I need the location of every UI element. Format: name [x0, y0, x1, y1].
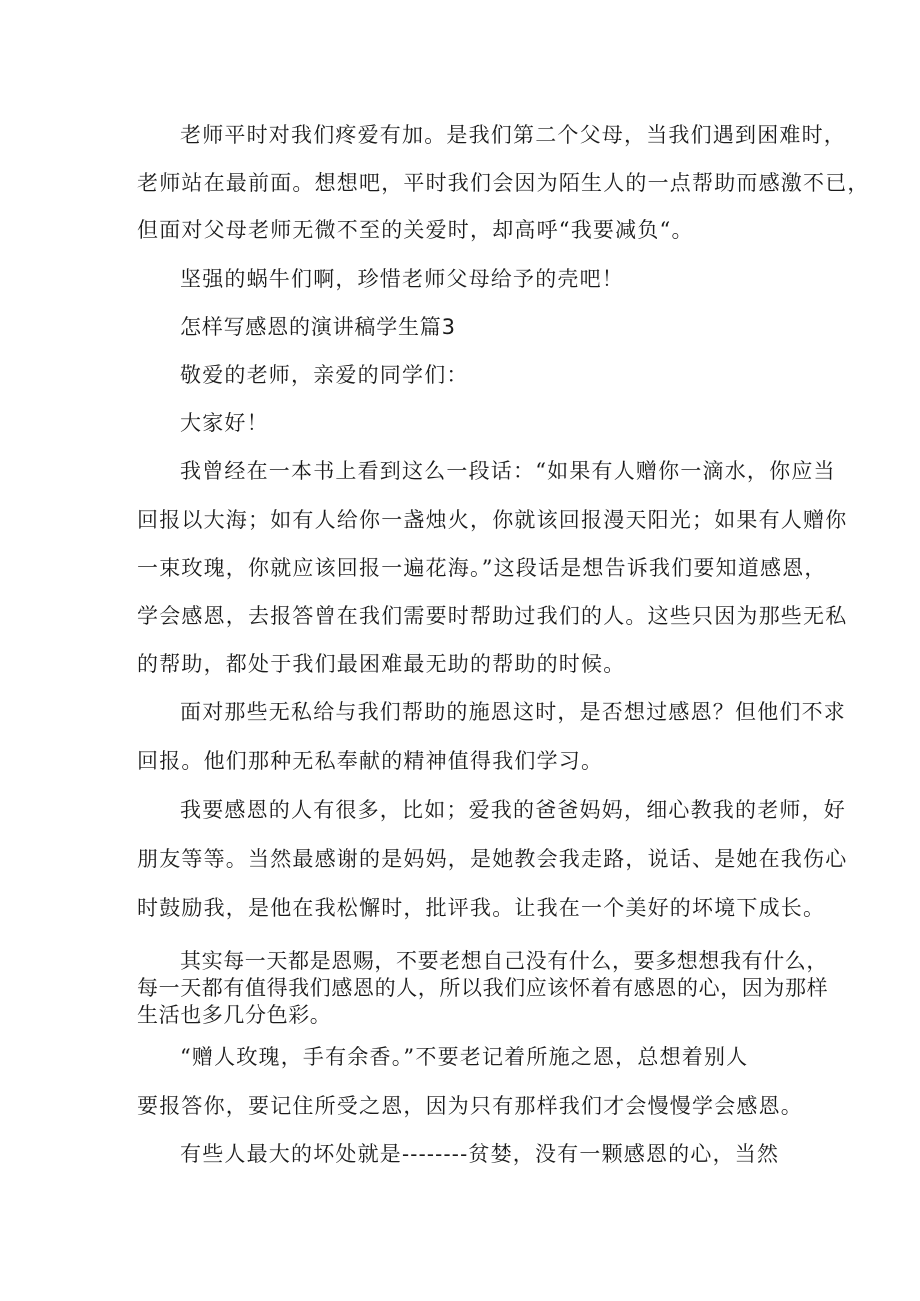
paragraph-line-12: 的帮助，都处于我们最困难最无助的帮助的时候。: [137, 652, 626, 676]
salutation: 敬爱的老师，亲爱的同学们：: [180, 363, 469, 387]
paragraph-line-18: 其实每一天都是恩赐，不要老想自己没有什么，要多想想我有什么，: [180, 949, 828, 973]
paragraph-line-14: 回报。他们那种无私奉献的精神值得我们学习。: [137, 749, 604, 773]
paragraph-line-15: 我要感恩的人有很多，比如；爱我的爸爸妈妈，细心教我的老师，好: [180, 798, 846, 822]
paragraph-line-3: 但面对父母老师无微不至的关爱时，却高呼“我要减负“。: [137, 218, 694, 242]
paragraph-line-22: 要报答你，要记住所受之恩，因为只有那样我们才会慢慢学会感恩。: [137, 1094, 803, 1118]
greeting: 大家好！: [180, 411, 269, 435]
paragraph-line-8: 我曾经在一本书上看到这么一段话：“如果有人赠你一滴水，你应当: [180, 459, 836, 483]
paragraph-line-23: 有些人最大的坏处就是--------贫婪，没有一颗感恩的心，当然: [180, 1142, 780, 1166]
section-heading: 怎样写感恩的演讲稿学生篇3: [180, 315, 456, 339]
paragraph-line-17: 时鼓励我，是他在我松懈时，批评我。让我在一个美好的坏境下成长。: [137, 896, 826, 920]
paragraph-line-16: 朋友等等。当然最感谢的是妈妈，是她教会我走路，说话、是她在我伤心: [137, 847, 848, 871]
paragraph-line-13: 面对那些无私给与我们帮助的施恩这时，是否想过感恩？但他们不求: [180, 700, 846, 724]
paragraph-line-19: 每一天都有值得我们感恩的人，所以我们应该怀着有感恩的心，因为那样: [137, 976, 829, 1000]
paragraph-line-2: 老师站在最前面。想想吧，平时我们会因为陌生人的一点帮助而感激不已，: [137, 171, 870, 195]
paragraph-line-1: 老师平时对我们疼爱有加。是我们第二个父母，当我们遇到困难时，: [180, 123, 846, 147]
paragraph-line-10: 一束玫瑰，你就应该回报一遍花海。”这段话是想告诉我们要知道感恩，: [137, 556, 827, 580]
paragraph-line-11: 学会感恩，去报答曾在我们需要时帮助过我们的人。这些只因为那些无私: [137, 604, 848, 628]
paragraph-line-4: 坚强的蜗牛们啊，珍惜老师父母给予的壳吧！: [180, 267, 624, 291]
paragraph-line-20: 生活也多几分色彩。: [137, 1003, 332, 1027]
paragraph-line-9: 回报以大海；如有人给你一盏烛火，你就该回报漫天阳光；如果有人赠你: [137, 508, 848, 532]
paragraph-line-21: “赠人玫瑰，手有余香。”不要老记着所施之恩，总想着别人: [180, 1045, 749, 1069]
